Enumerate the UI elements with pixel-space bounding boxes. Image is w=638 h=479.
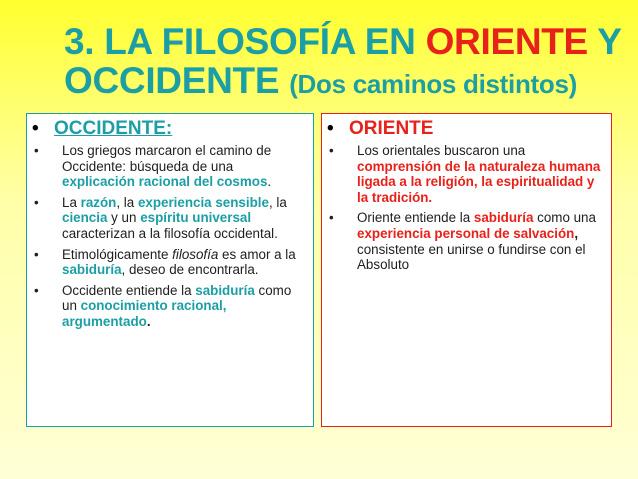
- item-text: como una: [533, 210, 596, 226]
- title-oriente: ORIENTE: [425, 21, 588, 62]
- item-text: caracterizan a la filosofía occidental.: [62, 225, 278, 241]
- list-item: [32, 283, 309, 330]
- item-text: como un: [62, 282, 292, 314]
- list-bullet: •: [34, 246, 39, 262]
- oriente-heading-text: ORIENTE: [349, 118, 434, 139]
- list-bullet: •: [329, 210, 334, 226]
- item-highlight: ciencia: [62, 210, 108, 226]
- item-highlight: comprensión de la naturaleza humana ligada a la religión, la espiritualidad y la tradición.: [357, 158, 601, 205]
- item-text: .: [267, 174, 272, 190]
- item-highlight: experiencia personal de salvación: [357, 225, 575, 241]
- item-text: Occidente entiende la: [62, 282, 196, 298]
- list-item: [32, 195, 309, 242]
- title-part-2: Y OCCIDENTE: [64, 21, 621, 101]
- list-bullet: •: [34, 282, 39, 298]
- item-highlight: sabiduría: [195, 282, 255, 298]
- oriente-heading: [327, 118, 433, 140]
- list-item: [327, 210, 607, 272]
- item-text: , la: [116, 194, 138, 210]
- item-text: Etimológicamente: [62, 246, 173, 262]
- item-text: consistente en unirse o fundirse con el Absoluto: [357, 241, 586, 273]
- oriente-panel: [321, 113, 612, 427]
- item-highlight: sabiduría: [62, 262, 122, 278]
- item-italic: filosofía: [172, 246, 219, 262]
- list-item: [327, 143, 607, 205]
- item-highlight: explicación racional del cosmos: [62, 174, 268, 190]
- item-highlight: razón: [80, 194, 117, 210]
- item-text: , la: [268, 194, 287, 210]
- item-text: ,: [574, 225, 579, 241]
- oriente-list: [327, 143, 607, 278]
- item-text: Oriente entiende la: [357, 210, 474, 226]
- list-bullet: •: [34, 143, 39, 158]
- list-item: [32, 143, 309, 190]
- item-highlight: sabiduría: [473, 210, 534, 226]
- item-text: es amor a la: [218, 246, 296, 262]
- title-subtitle: (Dos caminos distintos): [289, 69, 577, 99]
- item-highlight: conocimiento racional, argumentado: [62, 298, 227, 329]
- list-item: [32, 247, 309, 278]
- item-text: .: [146, 313, 151, 329]
- occidente-list: [32, 143, 309, 335]
- item-text: Los orientales buscaron una: [357, 143, 526, 158]
- item-text: , deseo de encontrarla.: [121, 262, 259, 278]
- occidente-panel: [26, 113, 314, 427]
- item-highlight: experiencia sensible: [137, 194, 269, 210]
- item-highlight: espíritu universal: [140, 210, 252, 226]
- list-bullet: •: [329, 143, 334, 158]
- heading-bullet: •: [327, 118, 334, 139]
- item-text: La: [62, 194, 81, 210]
- item-text: Los griegos marcaron el camino de Occidente: búsqueda de una: [62, 143, 272, 174]
- title-part-1: 3. LA FILOSOFÍA EN: [64, 21, 426, 62]
- slide-title: [64, 22, 624, 104]
- occidente-heading: [32, 118, 172, 140]
- occidente-heading-text: OCCIDENTE:: [54, 118, 173, 139]
- heading-bullet: •: [32, 118, 39, 139]
- list-bullet: •: [34, 194, 39, 210]
- item-text: y un: [107, 210, 141, 226]
